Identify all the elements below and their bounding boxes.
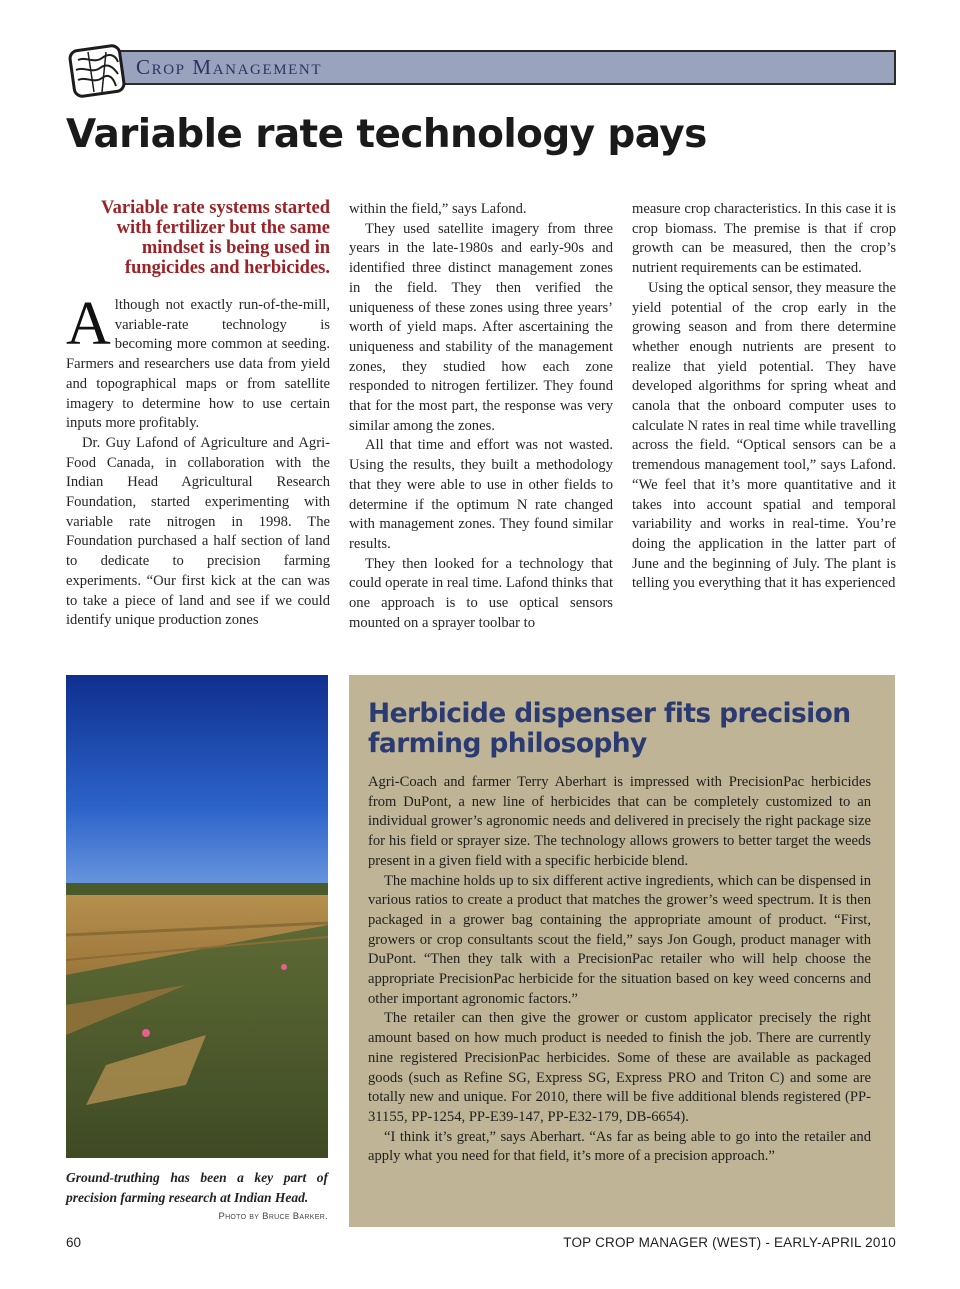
field-photo: [66, 675, 328, 1158]
sidebar-paragraph: “I think it’s great,” says Aberhart. “As far as being able to go into the retailer and apply what you need for that field, it’s more of a precision approach.”: [368, 1128, 871, 1165]
article-paragraph: Dr. Guy Lafond of Agriculture and Agri-Food Canada, in collaboration with the Indian Head Agricultural Research Foundation, started experimenting with variable rate nitrogen in 1998. The Foundation purchased a half section of land to dedicate to precision farming experiments. “Our first kick at the can was to take a piece of land and see if we could identify unique production zones: [66, 434, 330, 629]
article-column-2: [349, 200, 613, 633]
article-column-3: [632, 200, 896, 594]
page-number: 60: [66, 1235, 82, 1250]
article-deck: Variable rate systems started with fertilizer but the same mindset is being used in fungicides and herbicides.: [101, 198, 330, 278]
photo-credit: Photo by Bruce Barker.: [218, 1211, 328, 1222]
drop-cap: A: [66, 290, 111, 358]
article-paragraph: They used satellite imagery from three years in the late-1980s and early-90s and identified three distinct management zones in the field. They then verified the uniqueness of these zones using three years’ worth of yield maps. After ascertaining the uniqueness and stability of the management zones, they studied how each zone responded to nitrogen fertilizer. They found that for the most part, the response was very similar among the zones.: [349, 220, 613, 434]
sidebar-title: Herbicide dispenser fits precision farming philosophy: [368, 698, 851, 759]
article-paragraph: All that time and effort was not wasted. Using the results, they built a methodology that they were able to use in other fields to determine if the optimum N rate changed with management zones. They found similar results.: [349, 437, 613, 552]
article-paragraph: Using the optical sensor, they measure the yield potential of the crop early in the growing season and from there determine whether enough nutrients are present to realize that yield potential. They have developed algorithms for spring wheat and canola that the onboard computer uses to calculate N rates in real time while travelling across the field. “Optical sensors can be a tremendous management tool,” says Lafond. “We feel that it’s more quantitative and it takes into account spatial and temporal variability and works in real-time. You’re doing the application in the latter part of June and the beginning of July. The plant is telling you everything that it has experienced: [632, 279, 896, 592]
sidebar-paragraph: The retailer can then give the grower or custom applicator precisely the right amount based on how much product is needed to finish the job. There are currently nine registered PrecisionPac herbicides. Some of these are available as packaged goods (such as Refine SG, Express SG, Express PRO and Triton C) and some are totally new and unique. For 2010, there will be five additional blends registered (PP-31155, PP-1254, PP-E39-147, PP-E32-179, DB-6654).: [368, 1010, 871, 1125]
article-paragraph: within the field,” says Lafond.: [349, 201, 527, 217]
article-paragraph: They then looked for a technology that could operate in real time. Lafond thinks that one approach is to use optical sensors mounted on a sprayer toolbar to: [349, 555, 613, 631]
article-column-1: [66, 200, 330, 631]
sidebar-paragraph: The machine holds up to six different active ingredients, which can be dispensed in various ratios to create a product that matches the grower’s weed spectrum. It is then packaged in a grower bag containing the appropriate amount of product. “First, growers or crop consultants scout the field,” says Jon Gough, product manager with DuPont. “Then they talk with a PrecisionPac retailer who will help choose the appropriate PrecisionPac herbicide for the situation based on key weed concerns and other important agronomic factors.”: [368, 872, 871, 1007]
section-label: Crop Management: [136, 55, 323, 79]
publication-footer: TOP CROP MANAGER (WEST) - EARLY-APRIL 2010: [563, 1235, 896, 1250]
photo-caption: Ground-truthing has been a key part of precision farming research at Indian Head.: [66, 1170, 328, 1205]
sidebar-body: [368, 773, 871, 1167]
sidebar-paragraph: Agri-Coach and farmer Terry Aberhart is impressed with PrecisionPac herbicides from DuPont, a new line of herbicides that can be completely customized to an individual grower’s agronomic needs and delivered in precisely the right package size for his field or sprayer size. The technology allows growers to better target the weeds present in a given field with a specific herbicide blend.: [368, 774, 871, 869]
article-paragraph: measure crop characteristics. In this case it is crop biomass. The premise is that if crop growth can be measured, then the crop’s nutrient requirements can be estimated.: [632, 201, 896, 277]
article-headline: Variable rate technology pays: [66, 112, 707, 157]
map-field-icon: [66, 42, 128, 100]
article-paragraph: Although not exactly run-of-the-mill, variable-rate technology is becoming more common at seeding. Farmers and researchers use data from yield and topographical maps or from satellite imagery to determine how to use certain inputs more profitably.: [66, 290, 330, 432]
